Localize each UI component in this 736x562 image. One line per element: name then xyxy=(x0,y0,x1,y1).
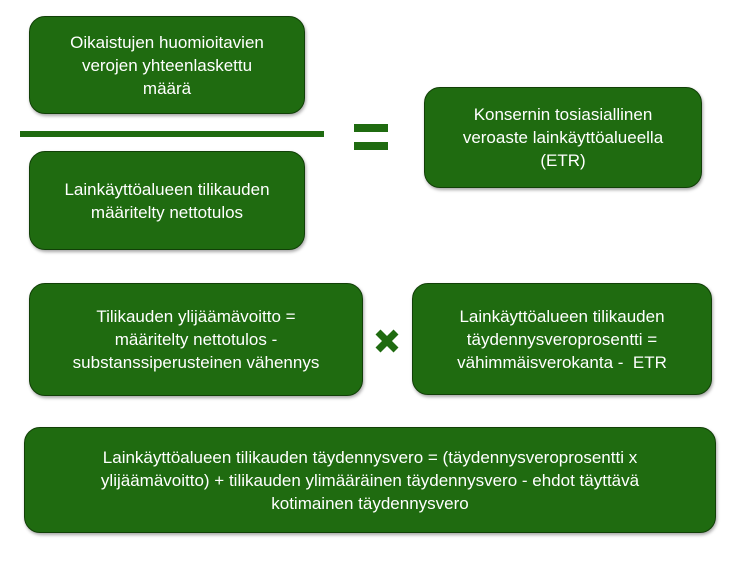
etr-line-2: veroaste lainkäyttöalueella xyxy=(462,128,664,147)
equals-bar-top xyxy=(354,124,388,132)
numerator-line-2: verojen yhteenlaskettu xyxy=(81,55,253,75)
top-up-percentage-line-2: täydennysveroprosentti = xyxy=(466,329,658,349)
equals-bar-bottom xyxy=(354,142,388,150)
top-up-tax-box xyxy=(24,427,716,533)
top-up-tax-line-1: Lainkäyttöalueen tilikauden täydennysvero = (täydennysveroprosentti x xyxy=(102,447,638,467)
multiply-icon xyxy=(372,326,402,356)
denominator-line-1: Lainkäyttöalueen tilikauden xyxy=(64,179,270,199)
denominator-line-2: määritelty nettotulos xyxy=(90,202,244,222)
etr-line-1: Konsernin tosiasiallinen xyxy=(473,105,653,124)
numerator-box xyxy=(29,16,305,114)
top-up-percentage-line-1: Lainkäyttöalueen tilikauden xyxy=(459,306,665,326)
top-up-tax-line-2: ylijäämävoitto) + tilikauden ylimääräinen täydennysvero - ehdot täyttävä xyxy=(100,470,640,490)
top-up-percentage-box xyxy=(412,283,712,395)
numerator-line-3: määrä xyxy=(142,78,192,98)
denominator-box xyxy=(29,151,305,250)
excess-profit-line-3: substanssiperusteinen vähennys xyxy=(72,353,320,372)
numerator-line-1: Oikaistujen huomioitavien xyxy=(70,32,264,52)
excess-profit-line-2: määritelty nettotulos - xyxy=(114,330,278,349)
top-up-percentage-line-3: vähimmäisverokanta - ETR xyxy=(457,352,667,372)
top-up-tax-line-3: kotimainen täydennysvero xyxy=(271,493,469,513)
etr-box xyxy=(424,87,702,188)
excess-profit-line-1: Tilikauden ylijäämävoitto = xyxy=(96,307,296,326)
excess-profit-box xyxy=(29,283,363,396)
fraction-bar xyxy=(20,131,324,137)
etr-line-3: (ETR) xyxy=(540,151,586,170)
